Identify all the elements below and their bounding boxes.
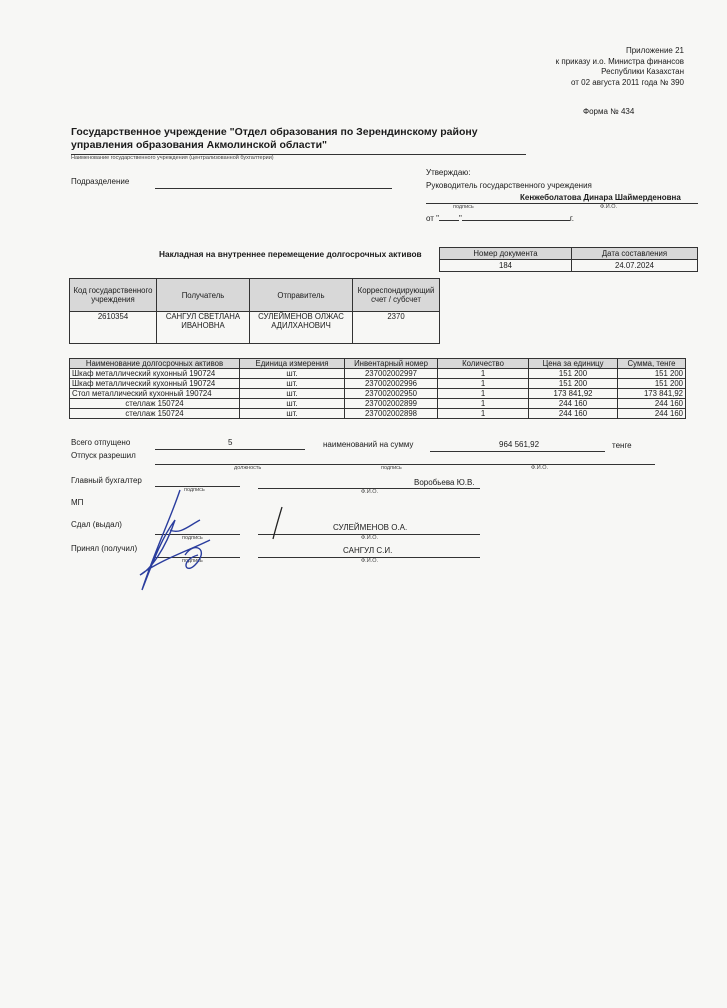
document-title: Накладная на внутреннее перемещение долгосрочных активов [159, 249, 422, 259]
item-name: Шкаф металлический кухонный 190724 [70, 369, 240, 379]
approver-name: Кенжеболатова Динара Шаймерденовна [520, 193, 681, 202]
item-price: 151 200 [529, 379, 618, 389]
released-count: 5 [228, 438, 233, 447]
item-sum: 151 200 [618, 379, 686, 389]
item-unit: шт. [240, 409, 345, 419]
item-name: Шкаф металлический кухонный 190724 [70, 379, 240, 389]
accountant-signature-caption: подпись [184, 487, 205, 493]
signature-stroke-icon [270, 505, 290, 545]
doc-date: 24.07.2024 [572, 260, 698, 272]
institution-name [71, 126, 478, 152]
item-inventory: 237002002996 [345, 379, 438, 389]
appendix-block [556, 46, 684, 88]
items-table [69, 358, 686, 419]
parties-table [69, 278, 440, 344]
item-price: 244 160 [529, 399, 618, 409]
subdivision-label: Подразделение [71, 177, 130, 186]
items-header: Единица измерения [240, 359, 345, 369]
item-inventory: 237002002898 [345, 409, 438, 419]
item-price: 151 200 [529, 369, 618, 379]
institution-caption: Наименование государственного учреждения (централизованной бухгалтерии) [71, 155, 274, 161]
handed-name: СУЛЕЙМЕНОВ О.А. [333, 523, 408, 532]
accountant-name-caption: Ф.И.О. [361, 489, 378, 495]
item-qty: 1 [438, 389, 529, 399]
item-inventory: 237002002899 [345, 399, 438, 409]
doc-date-header: Дата составления [572, 248, 698, 260]
appendix-line: Приложение 21 [625, 46, 684, 55]
table-row [70, 379, 686, 389]
mp-label: МП [71, 498, 84, 507]
items-header: Наименование долгосрочных активов [70, 359, 240, 369]
table-row [70, 399, 686, 409]
items-header: Сумма, тенге [618, 359, 686, 369]
parties-header: Корреспондирующий счет / субсчет [353, 279, 440, 312]
sender-name: СУЛЕЙМЕНОВ ОЛЖАС АДИЛХАНОВИЧ [250, 312, 353, 344]
item-price: 244 160 [529, 409, 618, 419]
accountant-label: Главный бухгалтер [71, 476, 142, 485]
item-unit: шт. [240, 399, 345, 409]
parties-header: Отправитель [250, 279, 353, 312]
item-qty: 1 [438, 379, 529, 389]
handed-signature-caption: подпись [182, 535, 203, 541]
table-row [70, 389, 686, 399]
received-signature-caption: подпись [182, 558, 203, 564]
form-number: Форма № 434 [583, 107, 635, 116]
parties-header: Код государственного учреждения [70, 279, 157, 312]
parties-header: Получатель [157, 279, 250, 312]
currency: тенге [612, 441, 632, 450]
items-header: Количество [438, 359, 529, 369]
date-mid: " [459, 214, 462, 223]
appendix-line: Республики Казахстан [601, 67, 684, 76]
permitted-label: Отпуск разрешил [71, 451, 136, 460]
received-name-caption: Ф.И.О. [361, 558, 378, 564]
table-row [70, 409, 686, 419]
doc-number-header: Номер документа [440, 248, 572, 260]
received-label: Принял (получил) [71, 544, 138, 553]
approval-date [426, 214, 574, 223]
recipient-name: САНГУЛ СВЕТЛАНА ИВАНОВНА [157, 312, 250, 344]
item-unit: шт. [240, 389, 345, 399]
item-unit: шт. [240, 369, 345, 379]
handed-name-caption: Ф.И.О. [361, 535, 378, 541]
corr-account: 2370 [353, 312, 440, 344]
item-unit: шт. [240, 379, 345, 389]
item-qty: 1 [438, 409, 529, 419]
signature-caption: подпись [381, 465, 402, 471]
appendix-line: к приказу и.о. Министра финансов [555, 56, 684, 66]
handed-label: Сдал (выдал) [71, 520, 122, 529]
item-name: стеллаж 150724 [70, 399, 240, 409]
approval-name-caption: Ф.И.О. [600, 204, 617, 210]
item-sum: 244 160 [618, 409, 686, 419]
items-header: Цена за единицу [529, 359, 618, 369]
table-row [70, 369, 686, 379]
document-info-table [439, 247, 698, 272]
institution-name-line: управления образования Акмолинской области" [71, 139, 328, 151]
item-name: стеллаж 150724 [70, 409, 240, 419]
item-qty: 1 [438, 399, 529, 409]
items-header: Инвентарный номер [345, 359, 438, 369]
date-prefix: от " [426, 214, 439, 223]
total-amount: 964 561,92 [499, 440, 540, 449]
date-suffix: г. [569, 214, 575, 223]
accountant-name: Воробьева Ю.В. [414, 478, 475, 487]
item-name: Стол металлический кухонный 190724 [70, 389, 240, 399]
approval-signature-caption: подпись [453, 204, 474, 210]
institution-name-line: Государственное учреждение "Отдел образования по Зерендинскому району [71, 126, 478, 138]
approval-title: Утверждаю: [426, 168, 471, 177]
item-qty: 1 [438, 369, 529, 379]
names-label: наименований на сумму [323, 440, 414, 449]
position-caption: должность [234, 465, 262, 471]
appendix-line: от 02 августа 2011 года № 390 [571, 77, 684, 87]
received-name: САНГУЛ С.И. [343, 546, 393, 555]
item-inventory: 237002002950 [345, 389, 438, 399]
name-caption: Ф.И.О. [531, 465, 548, 471]
item-inventory: 237002002997 [345, 369, 438, 379]
handwritten-signature-icon [120, 480, 230, 600]
approval-position: Руководитель государственного учреждения [426, 181, 592, 190]
item-price: 173 841,92 [529, 389, 618, 399]
institution-code: 2610354 [70, 312, 157, 344]
item-sum: 151 200 [618, 369, 686, 379]
item-sum: 173 841,92 [618, 389, 686, 399]
item-sum: 244 160 [618, 399, 686, 409]
doc-number: 184 [440, 260, 572, 272]
released-label: Всего отпущено [71, 438, 131, 447]
